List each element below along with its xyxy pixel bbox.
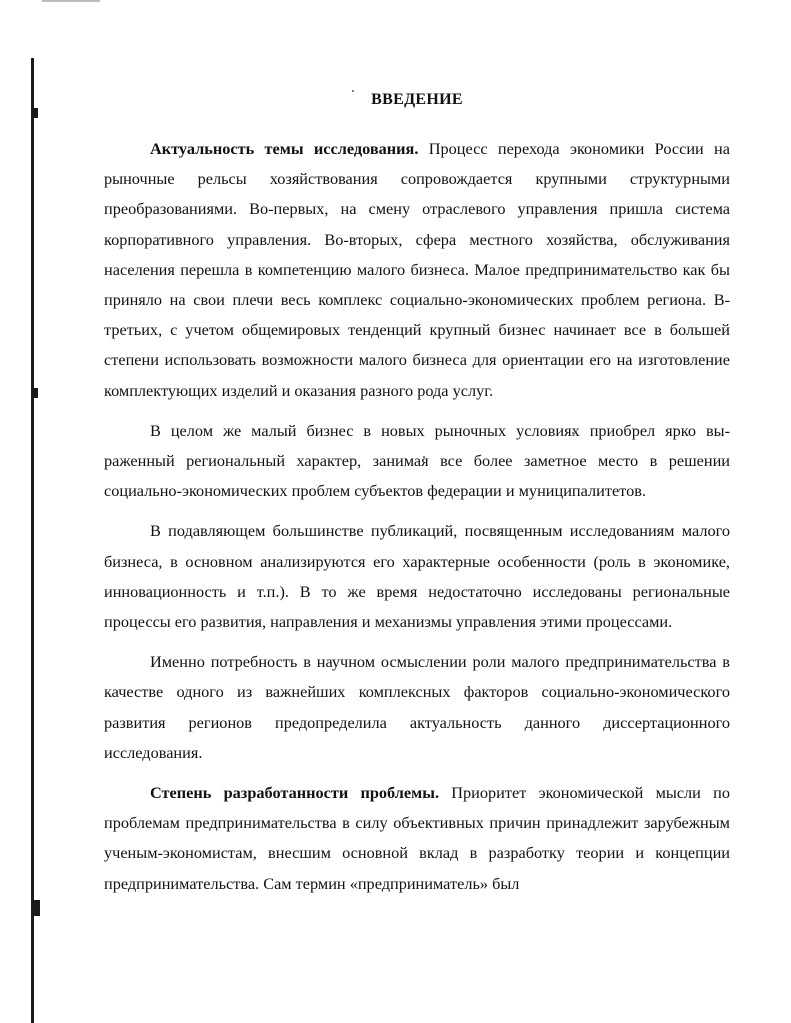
binding-edge-line: [31, 58, 34, 1023]
paragraph-need: [104, 647, 730, 768]
page-title: ВВЕДЕНИЕ: [371, 91, 463, 108]
paragraph-text: В целом же малый бизнес в новых рыночных условиях приобрел ярко выраженный региональный характер, занимая все более заметное место в решении социально-экономических проблем субъектов федерации и муниципалитетов.: [104, 420, 730, 501]
binding-notch: [32, 108, 38, 118]
paragraph-lead: Степень разработанности проблемы.: [150, 783, 440, 803]
document-page: [104, 86, 730, 909]
binding-notch: [32, 900, 40, 916]
paragraph-text: В подавляющем большинстве публикаций, посвященным исследованиям малого бизнеса, в основном анализируются его характерные особенности (роль в экономике, инновационность и т.п.). В то же время недостаточно исследованы региональные процессы его развития, направления и механизмы управления этими процессами.: [104, 521, 730, 632]
paragraph-text: Именно потребность в научном осмыслении роли малого предпринимательства в качестве одного из важнейших комплексных факторов социально-экономического развития регионов предопределила актуальность данного диссертационного исследования.: [104, 652, 730, 762]
paragraph-lead: Актуальность темы исследования.: [150, 139, 419, 158]
scan-top-mark: [42, 0, 100, 2]
paragraph-text: Приоритет экономической мысли по проблемам предпринимательства в силу объективных причин принадлежит зарубежным ученым-экономистам, внесшим основной вклад в разработку теории и концепции предпринимательства. Сам термин «предприниматель» был: [104, 783, 730, 893]
binding-notch: [32, 388, 38, 398]
paragraph-relevance: [104, 134, 730, 406]
paragraph-publications: [104, 516, 730, 637]
paragraph-regional: [104, 416, 730, 507]
paragraph-text: Процесс перехода экономики России на рыночные рельсы хозяйствования сопровождается крупными структурными преобразованиями. Во-первых, на смену отраслевого управления пришла система корпоративного управления. Во-вторых, сфера местного хозяйства, обслуживания населения перешла в компетенцию малого бизнеса. Малое предпринимательство как бы приняло на свои плечи весь комплекс социально-экономических проблем региона. В-третьих, с учетом общемировых тенденций крупный бизнес начинает все в большей степени использовать возможности малого бизнеса для ориентации его на изготовление комплектующих изделий и оказания разного рода услуг.: [104, 139, 731, 400]
paragraph-degree: [104, 778, 730, 899]
